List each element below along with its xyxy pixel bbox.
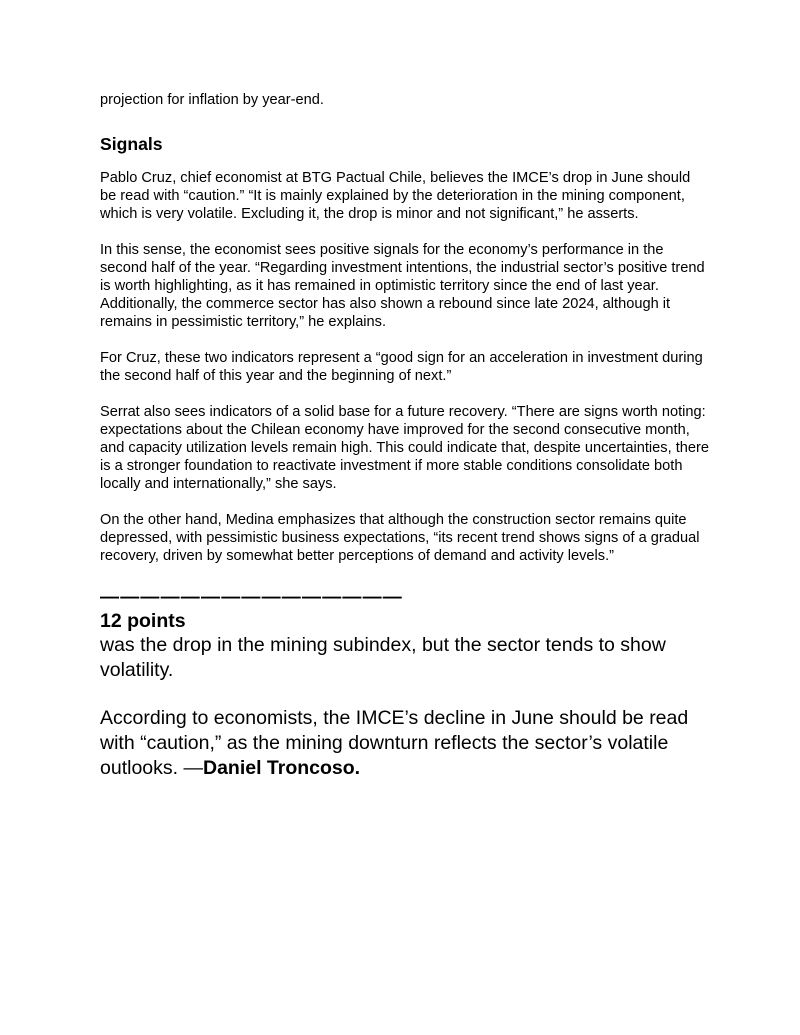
photo-caption <box>100 706 710 781</box>
caption-dash: — <box>178 757 203 779</box>
section-heading: Signals <box>100 134 163 154</box>
caption-author: Daniel Troncoso. <box>202 757 361 779</box>
highlight-description: was the drop in the mining subindex, but the sector tends to show volatility. <box>100 634 666 681</box>
paragraph-serrat-recovery: Serrat also sees indicators of a solid base for a future recovery. “There are signs worth noting: expectations about the Chilean economy have improved for the second consecutive month, and capacity utilization levels remain high. This could indicate that, despite uncertainties, there is a stronger foundation to reactivate investment if more stable conditions consolidate both locally and internationally,” she says. <box>100 404 709 492</box>
separator-rule: ——————————————— <box>100 587 403 608</box>
paragraph-positive-signals: In this sense, the economist sees positive signals for the economy’s performance in the second half of the year. “Regarding investment intentions, the industrial sector’s positive trend is worth highlighting, as it has remained in optimistic territory since the end of last year. Additionally, the commerce sector has also shown a rebound since late 2024, although it remains in pessimistic territory,” he explains. <box>100 242 705 330</box>
highlight-stat: 12 points <box>100 610 186 632</box>
paragraph-cruz-indicators: For Cruz, these two indicators represent a “good sign for an acceleration in investment during the second half of this year and the beginning of next.” <box>100 350 703 384</box>
caption-text: According to economists, the IMCE’s decline in June should be read with “caution,” as the mining downturn reflects the sector’s volatile outlooks. <box>100 707 689 779</box>
paragraph-cruz-caution: Pablo Cruz, chief economist at BTG Pactual Chile, believes the IMCE’s drop in June should be read with “caution.” “It is mainly explained by the deterioration in the mining component, which is very volatile. Excluding it, the drop is minor and not significant,” he asserts. <box>100 170 691 222</box>
paragraph-medina-construction: On the other hand, Medina emphasizes that although the construction sector remains quite depressed, with pessimistic business expectations, “its recent trend shows signs of a gradual recovery, driven by somewhat better perceptions of demand and activity levels.” <box>100 512 700 564</box>
article-page <box>100 91 710 781</box>
intro-fragment: projection for inflation by year-end. <box>100 92 324 108</box>
